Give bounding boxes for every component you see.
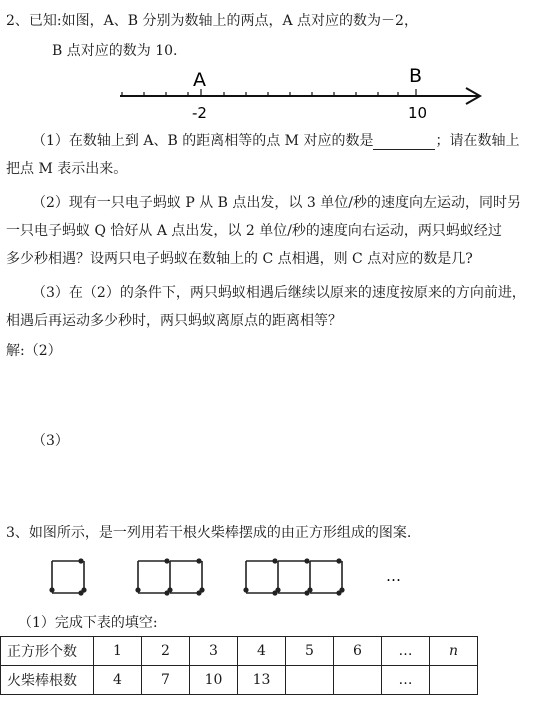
table-cell: 7 — [142, 666, 190, 695]
matchstick-figure-1 — [49, 558, 86, 595]
table-input-cell[interactable] — [286, 666, 334, 695]
table-cell: 2 — [142, 637, 190, 666]
table-cell: 13 — [238, 666, 286, 695]
point-b-label: B — [409, 65, 423, 87]
table-row-header: 火柴棒根数 — [1, 666, 94, 695]
q3-part1: （1）完成下表的填空: — [18, 615, 158, 631]
table-cell: … — [382, 637, 430, 666]
table-row-header: 正方形个数 — [1, 637, 94, 666]
table-cell: 3 — [190, 637, 238, 666]
number-line-ticks — [122, 89, 416, 96]
q2-part3-line1: （3）在（2）的条件下，两只蚂蚁相遇后继续以原来的速度按原来的方向前进， — [32, 285, 526, 301]
table-cell: 5 — [286, 637, 334, 666]
q2-part1-line2: 把点 M 表示出来。 — [6, 161, 128, 177]
point-a-value: -2 — [192, 104, 207, 122]
table-row — [1, 637, 478, 666]
q2-part2-line3: 多少秒相遇？设两只电子蚂蚁在数轴上的 C 点相遇，则 C 点对应的数是几? — [6, 251, 473, 267]
table-cell: 6 — [334, 637, 382, 666]
q2-intro-line2: B 点对应的数为 10. — [52, 43, 178, 59]
q2-part2-line1: （2）现有一只电子蚂蚁 P 从 B 点出发，以 3 单位/秒的速度向左运动，同时另 — [32, 195, 521, 211]
q2-part2-line2: 一只电子蚂蚁 Q 恰好从 A 点出发，以 2 单位/秒的速度向右运动，两只蚂蚁经过 — [6, 223, 502, 239]
number-line-figure — [110, 62, 490, 124]
matchstick-table — [0, 636, 478, 695]
q2-part1-text: （1）在数轴上到 A、B 的距离相等的点 M 对应的数是 — [32, 133, 374, 149]
table-cell: 4 — [238, 637, 286, 666]
table-cell: 4 — [94, 666, 142, 695]
q2-part1-text-after: ；请在数轴上 — [435, 133, 520, 149]
answer-3-label: （3） — [32, 433, 69, 449]
q3-intro: 3、如图所示，是一列用若干根火柴棒摆成的由正方形组成的图案. — [6, 525, 412, 541]
answer-label: 解:（2） — [6, 343, 62, 359]
table-cell: 10 — [190, 666, 238, 695]
table-cell: 1 — [94, 637, 142, 666]
q2-part3-line2: 相遇后再运动多少秒时，两只蚂蚁离原点的距离相等？ — [6, 313, 342, 329]
table-cell: n — [430, 637, 478, 666]
q2-part1-line1 — [32, 130, 519, 150]
table-row — [1, 666, 478, 695]
point-b-value: 10 — [408, 104, 428, 122]
table-cell: … — [382, 666, 430, 695]
q2-intro-line1: 2、已知:如图，A、B 分别为数轴上的两点，A 点对应的数为－2， — [6, 13, 418, 29]
point-a-label: A — [193, 69, 206, 91]
table-input-cell[interactable] — [334, 666, 382, 695]
table-input-cell[interactable] — [430, 666, 478, 695]
figures-ellipsis: … — [386, 567, 401, 585]
matchstick-figure-2 — [135, 558, 204, 595]
matchstick-figure-3 — [243, 558, 344, 595]
matchstick-figures — [46, 555, 426, 599]
answer-blank[interactable] — [373, 135, 435, 150]
